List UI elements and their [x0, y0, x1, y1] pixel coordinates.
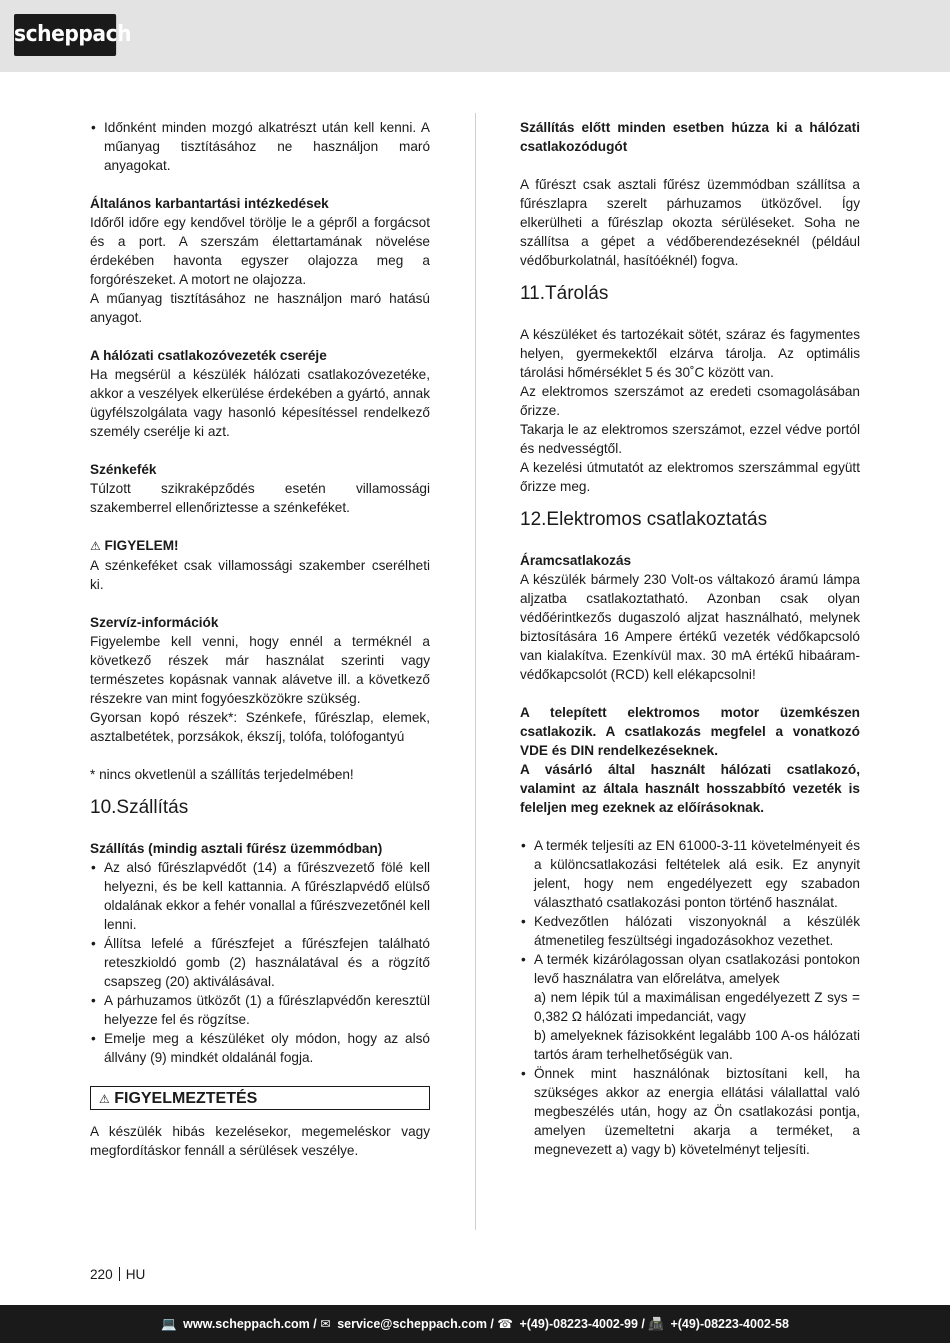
storage-text-2: Az elektromos szerszámot az eredeti csomagolásában őrizze. — [520, 384, 860, 418]
section-10-title — [90, 796, 430, 820]
phone-number: +(49)-08223-4002-99 / — [519, 1317, 645, 1331]
website-link[interactable]: www.scheppach.com / — [183, 1317, 317, 1331]
list-item — [520, 950, 860, 1064]
list-item: • Állítsa lefelé a fűrészfejet a fűrészfejen található reteszkioldó gomb (2) használatával és a rögzítő csapszeg (20) aktiválásával. — [90, 934, 430, 991]
attention-label: FIGYELEM! — [104, 538, 179, 553]
list-item: • Időnként minden mozgó alkatrészt után kell kenni. A műanyag tisztításához ne használjon maró anyagokat. — [90, 118, 430, 175]
cable-replacement-text: Ha megsérül a készülék hálózati csatlakozóvezetéke, akkor a veszélyek elkerülése érdekében a gyártó, annak ügyfélszolgálata vagy hasonló képesítéssel rendelkező személy cserélje ki azt. — [90, 367, 430, 439]
language-code: HU — [125, 1267, 146, 1282]
electrical-requirements-list — [520, 836, 860, 1159]
storage-text-4: A kezelési útmutatót az elektromos szerszámmal együtt őrizze meg. — [520, 460, 860, 494]
list-item: • A termék teljesíti az EN 61000-3-11 követelményeit és a különcsatlakozási feltételek alá esik. Ez anynyit jelent, hogy nem engedélyezett egy szabadon választható csatlakozási ponton történő használat. — [520, 836, 860, 912]
cable-replacement-heading: A hálózati csatlakozóvezeték cseréje — [90, 348, 327, 363]
list-item: • Az alsó fűrészlapvédőt (14) a fűrészvezető fölé kell helyezni, és be kell kattannia. A fűrészlapvédő elülső oldalának ekkor a fehér vonallal a fűrészvezetőnél kell lenni. — [90, 858, 430, 934]
section-12-title — [520, 508, 860, 532]
section-title-text: Szállítás — [116, 797, 189, 818]
section-title-text: Tárolás — [545, 283, 609, 304]
page-number: 220 — [90, 1267, 113, 1282]
list-item-text: A termék kizárólagossan olyan csatlakozási pontokon levő használatra van előrelátva, amelyek — [534, 952, 860, 986]
section-title-text: Elektromos csatlakoztatás — [546, 509, 768, 530]
list-item: • Kedvezőtlen hálózati viszonyoknál a készülék átmenetileg feszültségi ingadozásokhoz vezethet. — [520, 912, 860, 950]
mail-icon: ✉ — [320, 1317, 331, 1331]
left-column — [90, 118, 430, 1160]
maintenance-text: Időről időre egy kendővel törölje le a gépről a forgácsot és a port. A szerszám élettartamának növelése érdekében havonta egyszer olajozza meg a forgórészeket. A motort ne olajozza. — [90, 215, 430, 287]
fax-icon: 📠 — [648, 1317, 664, 1331]
power-connection-heading: Áramcsatlakozás — [520, 553, 632, 568]
attention-text: A szénkeféket csak villamossági szakember cserélheti ki. — [90, 558, 430, 592]
intro-list — [90, 118, 430, 175]
storage-text-3: Takarja le az elektromos szerszámot, ezzel védve portól és nedvességtől. — [520, 422, 860, 456]
page-footer — [90, 1265, 145, 1284]
warning-text: A készülék hibás kezelésekor, megemeléskor vagy megfordításkor fennáll a sérülések veszélye. — [90, 1124, 430, 1158]
contact-bar — [0, 1305, 950, 1343]
section-11-title — [520, 282, 860, 306]
warning-triangle-icon: ⚠ — [90, 539, 101, 553]
top-header-bar — [0, 0, 950, 72]
transport-heading: Szállítás (mindig asztali fűrész üzemmódban) — [90, 841, 383, 856]
condition-a: a) nem lépik túl a maximálisan engedélyezett Z sys = 0,382 Ω hálózati impedanciát, vagy — [534, 990, 860, 1024]
unplug-heading: Szállítás előtt minden esetben húzza ki a hálózati csatlakozódugót — [520, 120, 860, 154]
warning-label: FIGYELMEZTETÉS — [114, 1090, 258, 1107]
fax-number: +(49)-08223-4002-58 — [670, 1317, 789, 1331]
list-item: • Emelje meg a készüléket oly módon, hogy az alsó állvány (9) mindkét oldalánál fogja. — [90, 1029, 430, 1067]
list-item: • A párhuzamos ütközőt (1) a fűrészlapvédőn keresztül helyezze fel és rögzítse. — [90, 991, 430, 1029]
email-link[interactable]: service@scheppach.com / — [337, 1317, 494, 1331]
carbon-brushes-heading: Szénkefék — [90, 462, 157, 477]
page-separator — [119, 1267, 120, 1281]
motor-compliance-text: A telepített elektromos motor üzemkészen csatlakozik. A csatlakozás megfelel a vonatkozó VDE és DIN rendelkezéseknek. — [520, 705, 860, 758]
maintenance-heading: Általános karbantartási intézkedések — [90, 196, 329, 211]
transport-list — [90, 858, 430, 1067]
service-info-heading: Szervíz-információk — [90, 615, 219, 630]
customer-connector-text: A vásárló által használt hálózati csatlakozó, valamint az általa használt hosszabbító vezeték is feleljen meg ezeknek az előírásoknak. — [520, 762, 860, 815]
carbon-brushes-text: Túlzott szikraképződés esetén villamossági szakemberrel ellenőriztesse a szénkeféket. — [90, 481, 430, 515]
section-number: 12. — [520, 509, 547, 530]
attention-heading — [90, 536, 430, 556]
computer-icon: 💻 — [161, 1317, 177, 1331]
list-item: • Önnek mint használónak biztosítani kell, ha szükséges akkor az energia ellátási válallattal való megbeszélés után, hogy az Ön csatlakozási pontja, amelyen üzemeltetni akarja a terméket, a megnevezett a) vagy b) követelményt teljesíti. — [520, 1064, 860, 1159]
service-info-text: Figyelembe kell venni, hogy ennél a terméknél a következő részek már használat szerinti vagy természetes kopásnak vannak alávetve ill. a következő részekre van mint fogyóeszközökre szükség. — [90, 634, 430, 706]
wear-parts-text: Gyorsan kopó részek*: Szénkefe, fűrészlap, elemek, asztalbetétek, porzsákok, ékszíj, tolófa, tolófogantyú — [90, 710, 430, 744]
footnote: * nincs okvetlenül a szállítás terjedelmében! — [90, 767, 354, 782]
phone-icon: ☎ — [497, 1317, 513, 1331]
transport-text: A fűrészt csak asztali fűrész üzemmódban szállítsa a fűrészlapra szerelt párhuzamos ütközővel. Így elkerülheti a fűrészlap okozta sérüléseket. Soha ne szállítsa a gépet a védőberendezéseknél (például védőburkolatnál, hasítóéknél) fogva. — [520, 177, 860, 268]
column-divider — [475, 113, 476, 1230]
warning-triangle-icon: ⚠ — [99, 1092, 110, 1106]
condition-b: b) amelyeknek fázisokként legalább 100 A-os hálózati tartós áram terhelhetőségük van. — [534, 1028, 860, 1062]
maintenance-text-2: A műanyag tisztításához ne használjon maró hatású anyagot. — [90, 291, 430, 325]
scheppach-logo: scheppach — [14, 14, 116, 56]
section-number: 11. — [520, 283, 546, 304]
power-connection-text: A készülék bármely 230 Volt-os váltakozó áramú lámpa aljzatba csatlakoztatható. Azonban csak olyan védőérintkezős dugaszoló aljzat használható, melynek biztosítására 16 Ampere értékű vezeték védőkapcsoló van kialakítva. Ezenkívül max. 30 mA értékű hibaáram-védőkapcsolót (RCD) kell elékapcsolni! — [520, 572, 860, 682]
right-column — [520, 118, 860, 1159]
storage-text: A készüléket és tartozékait sötét, száraz és fagymentes helyen, gyermekektől elzárva tárolja. Az optimális tárolási hőmérséklet 5 és 30˚C között van. — [520, 327, 860, 380]
warning-box — [90, 1086, 430, 1110]
section-number: 10. — [90, 797, 117, 818]
